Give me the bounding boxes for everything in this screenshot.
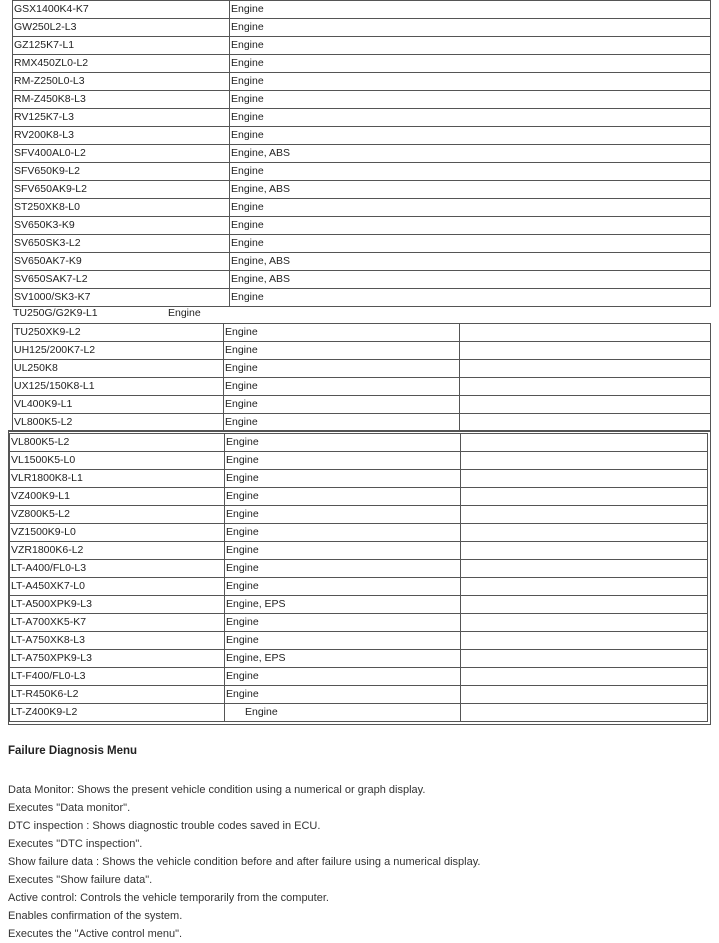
system-cell: Engine (168, 307, 201, 319)
system-cell: Engine (230, 109, 711, 127)
table-row (12, 305, 710, 322)
empty-cell (461, 596, 708, 614)
table-row (13, 145, 711, 163)
table-row (13, 19, 711, 37)
table-row (13, 360, 711, 378)
empty-cell (460, 324, 711, 342)
model-cell: RV200K8-L3 (13, 127, 230, 145)
model-cell: VL400K9-L1 (13, 396, 224, 414)
empty-cell (461, 578, 708, 596)
model-cell: GZ125K7-L1 (13, 37, 230, 55)
system-cell: Engine (230, 37, 711, 55)
system-cell: Engine (224, 342, 460, 360)
system-cell: Engine, EPS (225, 650, 461, 668)
table-row (10, 632, 708, 650)
model-cell: LT-R450K6-L2 (10, 686, 225, 704)
model-cell: LT-A700XK5-K7 (10, 614, 225, 632)
table-row (13, 1, 711, 19)
model-cell: LT-A500XPK9-L3 (10, 596, 225, 614)
model-cell: SV650K3-K9 (13, 217, 230, 235)
table-row (10, 470, 708, 488)
system-cell: Engine (225, 704, 461, 722)
system-cell: Engine (225, 578, 461, 596)
system-cell: Engine (230, 199, 711, 217)
table-row (13, 342, 711, 360)
table-row (13, 271, 711, 289)
table-row (10, 668, 708, 686)
system-cell: Engine (230, 235, 711, 253)
table-row (10, 650, 708, 668)
system-cell: Engine (225, 614, 461, 632)
model-cell: VZ400K9-L1 (10, 488, 225, 506)
menu-line: Data Monitor: Shows the present vehicle condition using a numerical or graph display. (8, 784, 426, 796)
table-row (10, 578, 708, 596)
system-cell: Engine, EPS (225, 596, 461, 614)
table-row (13, 109, 711, 127)
system-cell: Engine (225, 524, 461, 542)
model-cell: SV650AK7-K9 (13, 253, 230, 271)
model-cell: RV125K7-L3 (13, 109, 230, 127)
table-row (13, 73, 711, 91)
table-row (10, 596, 708, 614)
table-row (13, 127, 711, 145)
model-table-4 (9, 433, 708, 722)
system-cell: Engine (225, 668, 461, 686)
model-cell: ST250XK8-L0 (13, 199, 230, 217)
empty-cell (461, 506, 708, 524)
model-cell: SFV650K9-L2 (13, 163, 230, 181)
menu-line: Active control: Controls the vehicle temporarily from the computer. (8, 892, 329, 904)
table-row (10, 704, 708, 722)
table-row (13, 217, 711, 235)
empty-cell (461, 614, 708, 632)
system-cell: Engine (230, 163, 711, 181)
table-row (13, 199, 711, 217)
model-cell: GW250L2-L3 (13, 19, 230, 37)
system-cell: Engine (225, 686, 461, 704)
system-cell: Engine (225, 542, 461, 560)
table-row (13, 378, 711, 396)
empty-cell (461, 542, 708, 560)
model-cell: VLR1800K8-L1 (10, 470, 225, 488)
model-cell: SV1000/SK3-K7 (13, 289, 230, 307)
system-cell: Engine, ABS (230, 181, 711, 199)
menu-line: Show failure data : Shows the vehicle condition before and after failure using a numerical display. (8, 856, 481, 868)
model-cell: UX125/150K8-L1 (13, 378, 224, 396)
table-row (13, 37, 711, 55)
system-cell: Engine (224, 360, 460, 378)
empty-cell (461, 470, 708, 488)
menu-line: Executes "Data monitor". (8, 802, 131, 814)
table-row (13, 91, 711, 109)
system-cell: Engine (230, 73, 711, 91)
model-cell: TU250XK9-L2 (13, 324, 224, 342)
empty-cell (461, 668, 708, 686)
model-table-1 (12, 0, 711, 307)
model-cell: RM-Z250L0-L3 (13, 73, 230, 91)
table-row (10, 614, 708, 632)
model-cell: LT-A750XK8-L3 (10, 632, 225, 650)
model-cell: VL800K5-L2 (10, 434, 225, 452)
system-cell: Engine (230, 19, 711, 37)
system-cell: Engine (225, 452, 461, 470)
system-cell: Engine, ABS (230, 253, 711, 271)
table-row (13, 414, 711, 432)
empty-cell (461, 560, 708, 578)
empty-cell (461, 524, 708, 542)
system-cell: Engine (225, 434, 461, 452)
empty-cell (460, 342, 711, 360)
menu-description (8, 781, 708, 943)
table-row (13, 55, 711, 73)
table-row (13, 396, 711, 414)
system-cell: Engine (225, 506, 461, 524)
system-cell: Engine (224, 378, 460, 396)
model-cell: SV650SK3-L2 (13, 235, 230, 253)
empty-cell (460, 360, 711, 378)
empty-cell (460, 396, 711, 414)
table-row (10, 560, 708, 578)
empty-cell (461, 488, 708, 506)
model-cell: SV650SAK7-L2 (13, 271, 230, 289)
system-cell: Engine (224, 414, 460, 432)
table-row (13, 235, 711, 253)
model-table-3 (12, 323, 711, 432)
menu-line: Executes "Show failure data". (8, 874, 153, 886)
table-row (10, 524, 708, 542)
system-cell: Engine (230, 91, 711, 109)
empty-cell (461, 650, 708, 668)
model-cell: VL800K5-L2 (13, 414, 224, 432)
model-cell: GSX1400K4-K7 (13, 1, 230, 19)
table-row (13, 253, 711, 271)
system-cell: Engine (230, 1, 711, 19)
model-cell: VZ800K5-L2 (10, 506, 225, 524)
system-cell: Engine (225, 470, 461, 488)
table-row (13, 163, 711, 181)
menu-line: Executes "DTC inspection". (8, 838, 143, 850)
model-cell: LT-Z400K9-L2 (10, 704, 225, 722)
system-cell: Engine (230, 217, 711, 235)
table-row (10, 506, 708, 524)
system-cell: Engine (230, 55, 711, 73)
empty-cell (461, 434, 708, 452)
empty-cell (460, 378, 711, 396)
model-cell: RMX450ZL0-L2 (13, 55, 230, 73)
table-row (13, 181, 711, 199)
model-cell: VL1500K5-L0 (10, 452, 225, 470)
system-cell: Engine (230, 289, 711, 307)
empty-cell (461, 452, 708, 470)
system-cell: Engine (224, 396, 460, 414)
model-cell: LT-A750XPK9-L3 (10, 650, 225, 668)
failure-diagnosis-section (8, 745, 708, 943)
table-row (10, 488, 708, 506)
model-cell: SFV400AL0-L2 (13, 145, 230, 163)
table-row (13, 289, 711, 307)
model-cell: SFV650AK9-L2 (13, 181, 230, 199)
system-cell: Engine (225, 560, 461, 578)
system-cell: Engine (224, 324, 460, 342)
model-cell: UH125/200K7-L2 (13, 342, 224, 360)
table-row (13, 324, 711, 342)
model-cell: RM-Z450K8-L3 (13, 91, 230, 109)
system-cell: Engine, ABS (230, 145, 711, 163)
menu-line: Enables confirmation of the system. (8, 910, 183, 922)
system-cell: Engine (225, 488, 461, 506)
system-cell: Engine (225, 632, 461, 650)
table-row (10, 542, 708, 560)
model-cell: VZR1800K6-L2 (10, 542, 225, 560)
section-title: Failure Diagnosis Menu (8, 745, 138, 757)
menu-line: DTC inspection : Shows diagnostic trouble codes saved in ECU. (8, 820, 321, 832)
model-cell: LT-A400/FL0-L3 (10, 560, 225, 578)
model-table-2 (12, 305, 710, 322)
empty-cell (460, 414, 711, 432)
model-cell: LT-F400/FL0-L3 (10, 668, 225, 686)
table-row (10, 452, 708, 470)
menu-line: Executes the "Active control menu". (8, 928, 183, 940)
model-cell: LT-A450XK7-L0 (10, 578, 225, 596)
empty-cell (461, 632, 708, 650)
model-cell: VZ1500K9-L0 (10, 524, 225, 542)
empty-cell (461, 704, 708, 722)
system-cell: Engine, ABS (230, 271, 711, 289)
system-cell: Engine (230, 127, 711, 145)
model-cell: UL250K8 (13, 360, 224, 378)
model-cell: TU250G/G2K9-L1 (13, 307, 98, 319)
empty-cell (461, 686, 708, 704)
table-row (10, 686, 708, 704)
table-row (10, 434, 708, 452)
